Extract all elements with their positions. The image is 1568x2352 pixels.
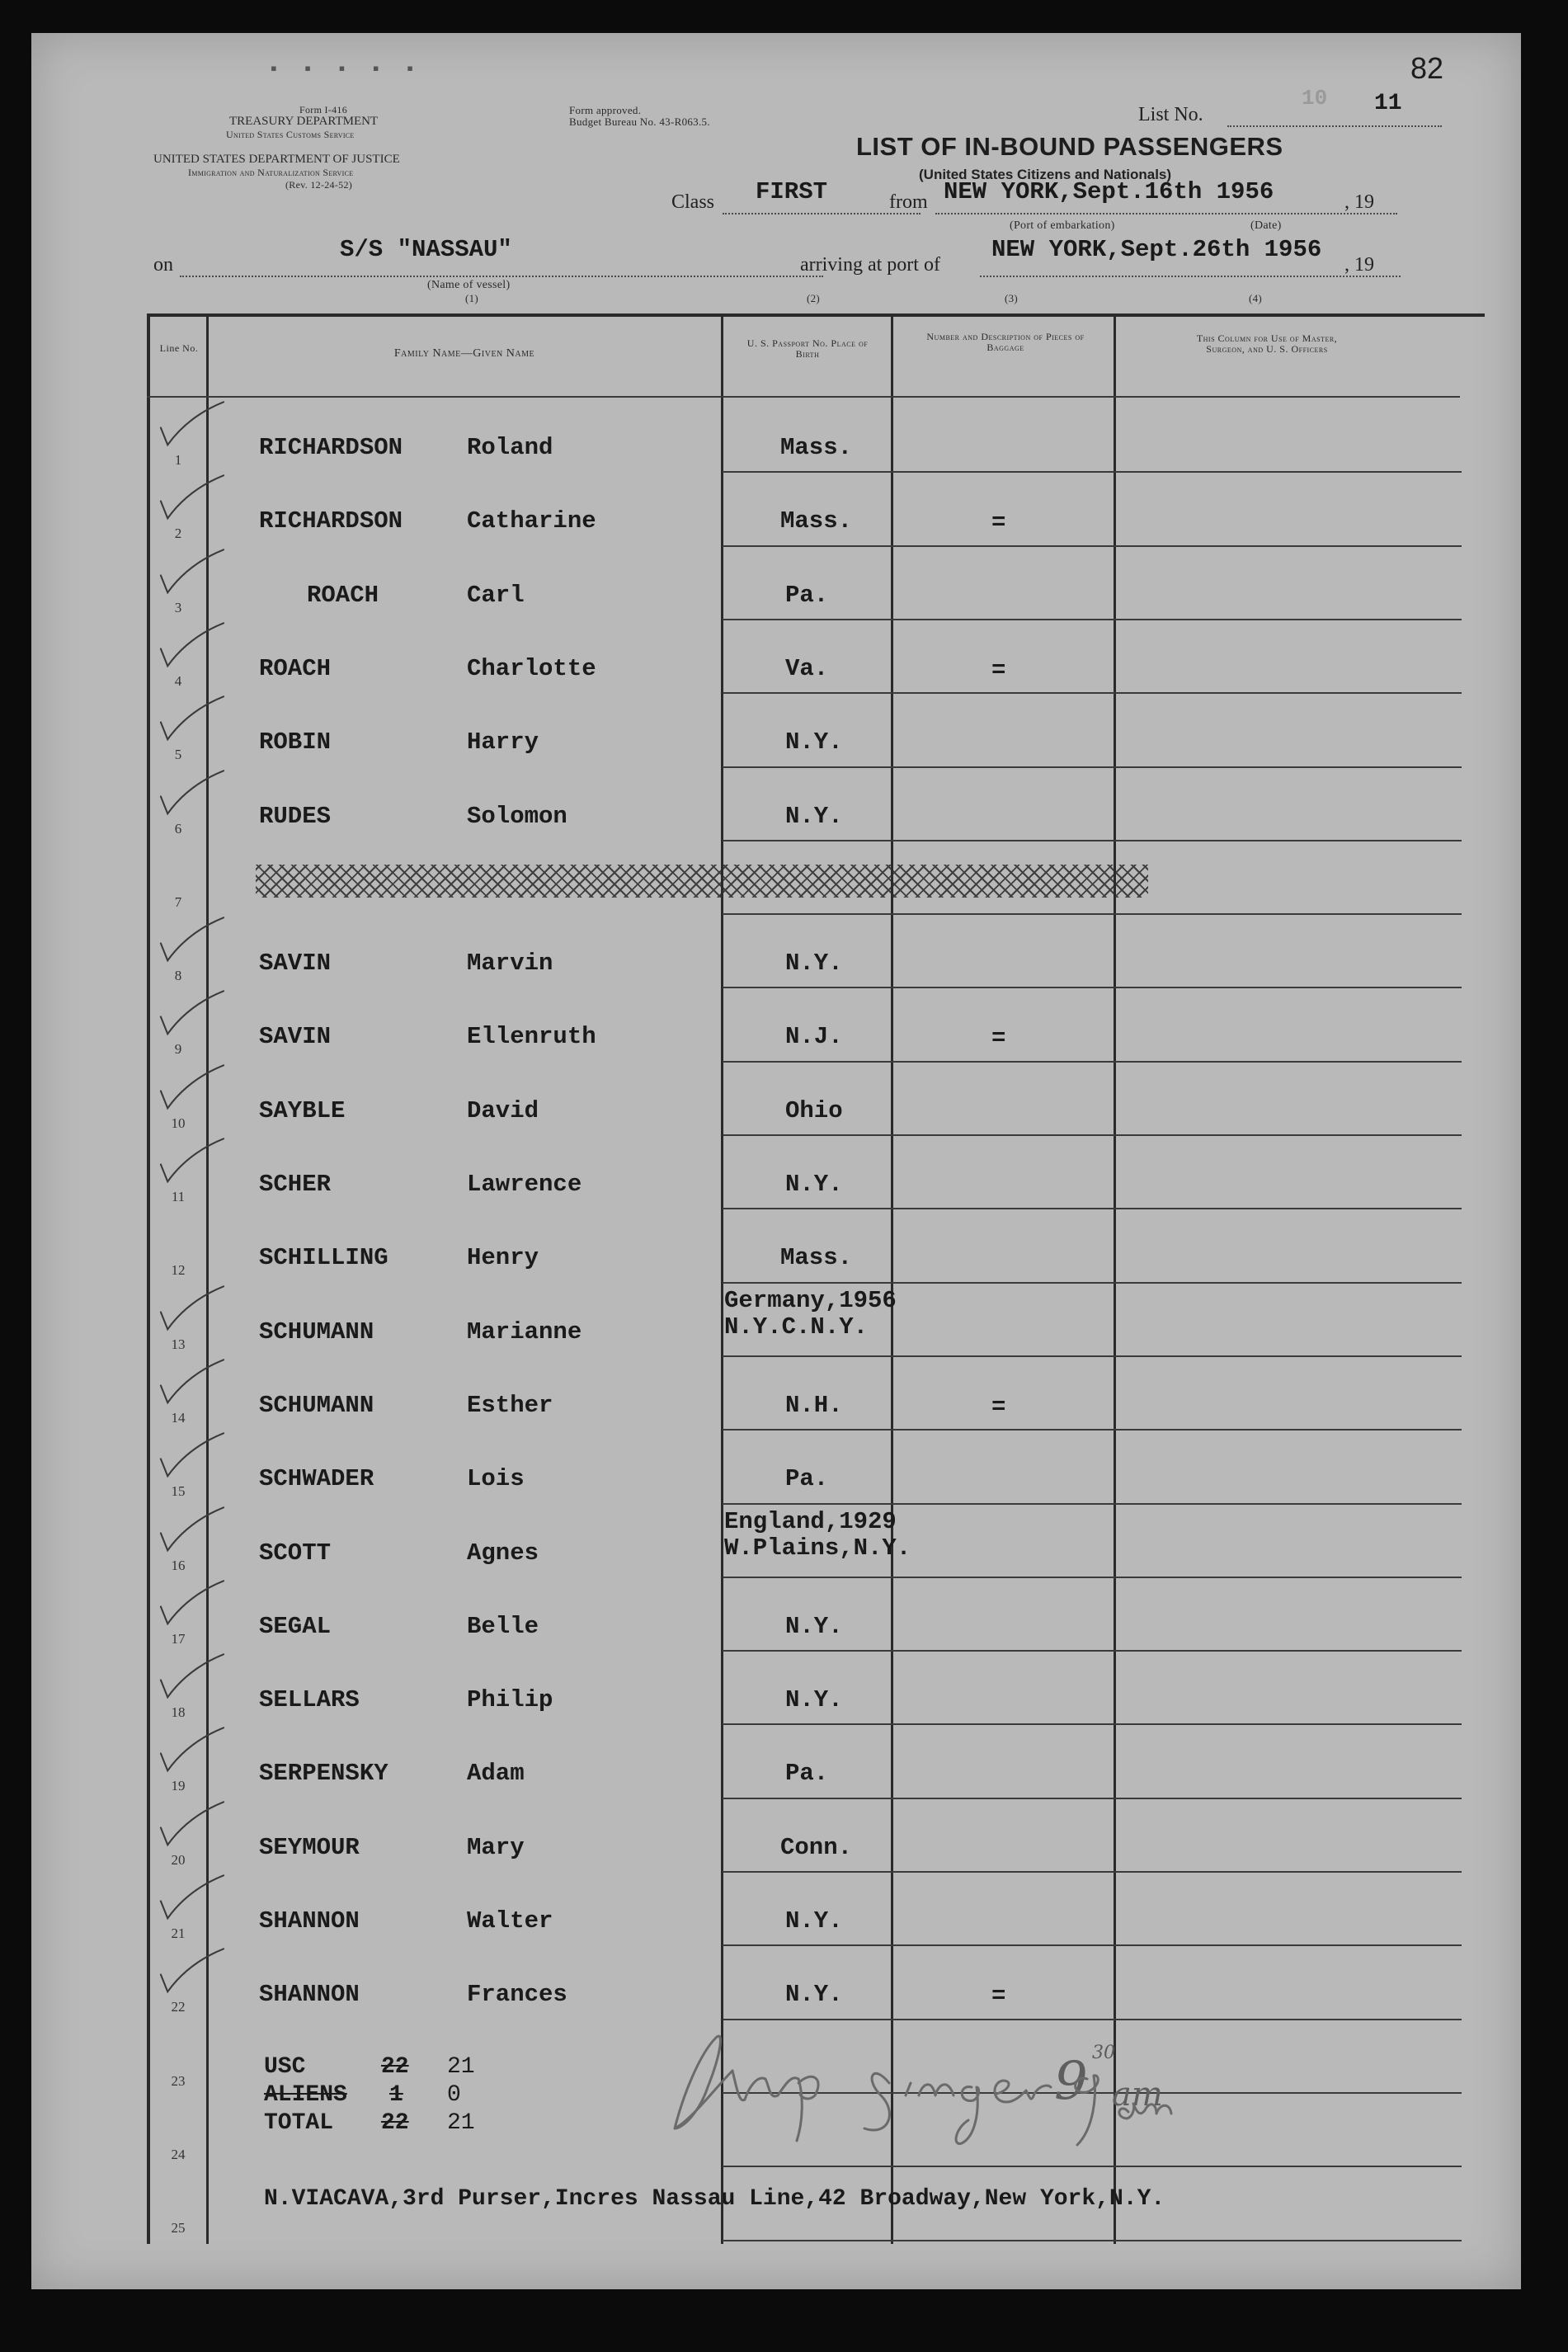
row-rule xyxy=(723,766,1462,768)
vessel-value: S/S "NASSAU" xyxy=(340,236,512,263)
line-number: 9 xyxy=(174,1041,182,1058)
line-number: 14 xyxy=(171,1409,186,1426)
check-mark-icon xyxy=(155,396,229,454)
family-name: SCHUMANN xyxy=(259,1391,374,1419)
place-of-birth: N.H. xyxy=(785,1391,843,1419)
row-rule xyxy=(723,2240,1462,2241)
baggage-ditto-mark: = xyxy=(991,656,1006,684)
line-number: 13 xyxy=(171,1336,186,1352)
family-name: SEGAL xyxy=(259,1612,332,1640)
col2-caption: (2) xyxy=(807,292,821,304)
family-name: RICHARDSON xyxy=(259,507,403,535)
given-name: Adam xyxy=(467,1760,525,1788)
aliens-old: 1 xyxy=(389,2082,403,2108)
row-rule xyxy=(723,471,1462,473)
check-mark-icon xyxy=(155,1059,229,1117)
place-of-birth: Conn. xyxy=(780,1833,853,1861)
given-name: Henry xyxy=(467,1244,539,1272)
line-number: 11 xyxy=(171,1189,186,1204)
place-of-birth: N.Y. xyxy=(785,1981,843,2009)
inspector-signature xyxy=(642,2005,1203,2161)
line-number: 21 xyxy=(171,1925,186,1941)
row-rule xyxy=(723,1577,1462,1578)
justice-dept: UNITED STATES DEPARTMENT OF JUSTICE xyxy=(153,153,400,166)
family-name: SAVIN xyxy=(259,950,332,978)
check-mark-icon xyxy=(155,912,229,969)
usc-value: 21 xyxy=(447,2054,475,2080)
given-name: Walter xyxy=(467,1907,553,1935)
row-rule xyxy=(723,692,1462,694)
check-mark-icon xyxy=(155,1943,229,2001)
col4-caption: (4) xyxy=(1249,292,1263,304)
line-number: 22 xyxy=(171,1999,186,2015)
line-number: 7 xyxy=(174,893,182,910)
date-caption: (Date) xyxy=(1250,219,1282,232)
family-name: SHANNON xyxy=(259,1907,360,1935)
check-mark-icon xyxy=(155,1427,229,1485)
place-of-birth-line2: N.Y.C.N.Y. xyxy=(724,1313,869,1341)
row-rule xyxy=(723,1134,1462,1136)
list-no-faded: 10 xyxy=(1302,86,1328,111)
check-mark-icon xyxy=(155,691,229,748)
place-of-birth: N.Y. xyxy=(785,728,843,757)
check-mark-icon xyxy=(155,1796,229,1854)
row-rule xyxy=(723,987,1462,988)
given-name: Catharine xyxy=(467,507,596,535)
row-rule xyxy=(723,913,1462,915)
family-name: SCHER xyxy=(259,1171,332,1198)
line-number: 3 xyxy=(174,599,182,615)
row-rule xyxy=(723,1723,1462,1725)
row-rule xyxy=(723,1650,1462,1652)
given-name: Carl xyxy=(467,581,525,609)
given-name: Marvin xyxy=(467,950,553,978)
check-mark-icon xyxy=(155,617,229,675)
family-name: SEYMOUR xyxy=(259,1833,360,1861)
family-name: ROACH xyxy=(307,581,379,609)
given-name: Lawrence xyxy=(467,1171,582,1198)
line-number: 1 xyxy=(174,452,182,468)
family-name: SCHUMANN xyxy=(259,1317,374,1346)
given-name: Philip xyxy=(467,1686,553,1714)
line-number: 15 xyxy=(171,1483,186,1500)
place-of-birth: England,1929 xyxy=(724,1507,897,1535)
from-line xyxy=(935,213,1397,214)
row-rule xyxy=(723,1503,1462,1505)
place-of-birth-line2: W.Plains,N.Y. xyxy=(724,1534,911,1562)
check-mark-icon xyxy=(155,1354,229,1412)
time-suffix: am xyxy=(1112,2076,1163,2114)
place-of-birth: N.Y. xyxy=(785,1171,843,1198)
vessel-caption: (Name of vessel) xyxy=(427,279,511,291)
given-name: Roland xyxy=(467,434,553,461)
header-passport: U. S. Passport No. Place of Birth xyxy=(746,337,869,360)
check-mark-icon xyxy=(155,985,229,1043)
check-mark-icon xyxy=(155,765,229,822)
check-mark-icon xyxy=(155,1648,229,1706)
line-number: 20 xyxy=(171,1851,186,1868)
list-no-value: 11 xyxy=(1374,91,1402,116)
aliens-label: ALIENS xyxy=(264,2082,347,2108)
table-top-border xyxy=(147,313,1485,317)
given-name: Marianne xyxy=(467,1317,582,1346)
place-of-birth: Pa. xyxy=(785,1760,829,1788)
place-of-birth: Germany,1956 xyxy=(724,1286,897,1314)
name-col-divider xyxy=(721,313,723,2244)
line-number: 16 xyxy=(171,1557,186,1573)
arrival-value: NEW YORK,Sept.26th 1956 xyxy=(991,236,1322,263)
line-number: 8 xyxy=(174,968,182,984)
line-number: 19 xyxy=(171,1778,186,1794)
place-of-birth: N.Y. xyxy=(785,1907,843,1935)
table-left-border xyxy=(147,313,150,2244)
given-name: Frances xyxy=(467,1981,567,2009)
baggage-ditto-mark: = xyxy=(991,1393,1006,1421)
row-rule xyxy=(723,619,1462,620)
place-of-birth: N.Y. xyxy=(785,950,843,978)
line-number: 23 xyxy=(171,2072,186,2089)
family-name: ROACH xyxy=(259,654,332,682)
strikeout-line-7 xyxy=(256,865,1148,898)
family-name: SCHWADER xyxy=(259,1465,374,1493)
total-label: TOTAL xyxy=(264,2110,334,2136)
check-mark-icon xyxy=(155,1869,229,1927)
row-rule xyxy=(723,1429,1462,1431)
family-name: ROBIN xyxy=(259,728,332,757)
header-bottom-border xyxy=(147,396,1460,398)
time-hour: 9 xyxy=(1054,2051,1088,2112)
rev-date: (Rev. 12-24-52) xyxy=(285,179,353,191)
list-title: LIST OF IN-BOUND PASSENGERS xyxy=(856,132,1283,161)
time-sup: 30 xyxy=(1092,2043,1115,2063)
header-baggage: Number and Description of Pieces of Baggage xyxy=(926,331,1085,353)
row-rule xyxy=(723,545,1462,547)
col1-caption: (1) xyxy=(465,292,479,304)
line-number: 25 xyxy=(171,2220,186,2237)
from-label: from xyxy=(889,191,928,213)
family-name: SCOTT xyxy=(259,1539,332,1567)
line-number: 24 xyxy=(171,2146,186,2162)
row-rule xyxy=(723,1282,1462,1284)
manifest-page xyxy=(31,33,1521,2289)
family-name: SAYBLE xyxy=(259,1096,346,1124)
line-number: 4 xyxy=(174,672,182,689)
check-mark-icon xyxy=(155,1280,229,1338)
header-line-no: Line No. xyxy=(159,342,199,354)
given-name: Esther xyxy=(467,1391,553,1419)
given-name: Harry xyxy=(467,728,539,757)
check-mark-icon xyxy=(155,1575,229,1633)
given-name: Solomon xyxy=(467,802,567,830)
header-officers: This Column for Use of Master, Surgeon, and U. S. Officers xyxy=(1196,332,1338,355)
col3-caption: (3) xyxy=(1005,292,1019,304)
row-rule xyxy=(723,1355,1462,1357)
header-name: Family Name—Given Name xyxy=(393,347,535,360)
family-name: SHANNON xyxy=(259,1981,360,2009)
list-subtitle: (United States Citizens and Nationals) xyxy=(919,167,1172,182)
form-approved: Form approved. xyxy=(569,104,642,116)
family-name: SCHILLING xyxy=(259,1244,388,1272)
line-number: 17 xyxy=(171,1630,186,1647)
family-name: RICHARDSON xyxy=(259,434,403,461)
given-name: Ellenruth xyxy=(467,1023,596,1051)
check-mark-icon xyxy=(155,1133,229,1190)
form-id: Form I-416 xyxy=(299,104,347,115)
row-rule xyxy=(723,1798,1462,1799)
baggage-ditto-mark: = xyxy=(991,1025,1006,1053)
family-name: SERPENSKY xyxy=(259,1760,388,1788)
row-rule xyxy=(723,1871,1462,1873)
budget-bureau: Budget Bureau No. 43-R063.5. xyxy=(569,115,710,128)
passport-col-divider xyxy=(891,313,893,2244)
place-of-birth: Mass. xyxy=(780,434,853,461)
check-mark-icon xyxy=(155,1722,229,1779)
class-label: Class xyxy=(671,191,715,213)
on-label: on xyxy=(153,254,173,276)
aliens-value: 0 xyxy=(447,2082,461,2108)
port-embark-caption: (Port of embarkation) xyxy=(1010,219,1115,232)
usc-label: USC xyxy=(264,2054,306,2080)
place-of-birth: N.Y. xyxy=(785,1686,843,1714)
ins-service: Immigration and Naturalization Service xyxy=(188,167,354,178)
place-of-birth: Pa. xyxy=(785,581,829,609)
line-number: 18 xyxy=(171,1704,186,1721)
row-rule xyxy=(723,1061,1462,1063)
row-rule xyxy=(723,1208,1462,1209)
place-of-birth: N.J. xyxy=(785,1023,843,1051)
from-value: NEW YORK,Sept.16th 1956 xyxy=(944,178,1274,205)
usc-old: 22 xyxy=(381,2054,409,2080)
row-rule xyxy=(723,1944,1462,1946)
list-no-label: List No. xyxy=(1138,104,1203,125)
row-rule xyxy=(723,2166,1462,2167)
check-mark-icon xyxy=(155,1501,229,1559)
baggage-ditto-mark: = xyxy=(991,1982,1006,2010)
given-name: David xyxy=(467,1096,539,1124)
row-rule xyxy=(723,840,1462,841)
treasury-dept: TREASURY DEPARTMENT xyxy=(229,115,379,128)
family-name: RUDES xyxy=(259,802,332,830)
baggage-ditto-mark: = xyxy=(991,509,1006,537)
place-of-birth: N.Y. xyxy=(785,802,843,830)
given-name: Charlotte xyxy=(467,654,596,682)
page-number: 82 xyxy=(1410,51,1444,85)
given-name: Lois xyxy=(467,1465,525,1493)
faint-top-marks: ▪ ▪ ▪ ▪ ▪ xyxy=(271,58,425,78)
arrival-year: , 19 xyxy=(1344,254,1374,276)
arriving-label: arriving at port of xyxy=(800,254,940,276)
line-number: 10 xyxy=(171,1115,186,1131)
given-name: Belle xyxy=(467,1612,539,1640)
from-year: , 19 xyxy=(1344,191,1374,213)
check-mark-icon xyxy=(155,469,229,527)
place-of-birth: N.Y. xyxy=(785,1612,843,1640)
given-name: Agnes xyxy=(467,1539,539,1567)
family-name: SAVIN xyxy=(259,1023,332,1051)
list-no-line xyxy=(1227,125,1442,127)
place-of-birth: Va. xyxy=(785,654,829,682)
class-value: FIRST xyxy=(756,178,828,205)
check-mark-icon xyxy=(155,544,229,601)
line-number: 2 xyxy=(174,526,182,542)
place-of-birth: Mass. xyxy=(780,507,853,535)
total-old: 22 xyxy=(381,2110,409,2136)
purser-signature: N.VIACAVA,3rd Purser,Incres Nassau Line,42 Broadway,New York,N.Y. xyxy=(264,2186,1165,2212)
given-name: Mary xyxy=(467,1833,525,1861)
place-of-birth: Ohio xyxy=(785,1096,843,1124)
customs-service: United States Customs Service xyxy=(226,129,355,140)
place-of-birth: Mass. xyxy=(780,1244,853,1272)
vessel-line xyxy=(180,276,823,277)
place-of-birth: Pa. xyxy=(785,1465,829,1493)
arrival-line xyxy=(980,276,1401,277)
line-number: 6 xyxy=(174,820,182,837)
line-number: 5 xyxy=(174,747,182,763)
family-name: SELLARS xyxy=(259,1686,360,1714)
line-number: 12 xyxy=(171,1262,186,1279)
total-value: 21 xyxy=(447,2110,475,2136)
baggage-col-divider xyxy=(1114,313,1116,2244)
